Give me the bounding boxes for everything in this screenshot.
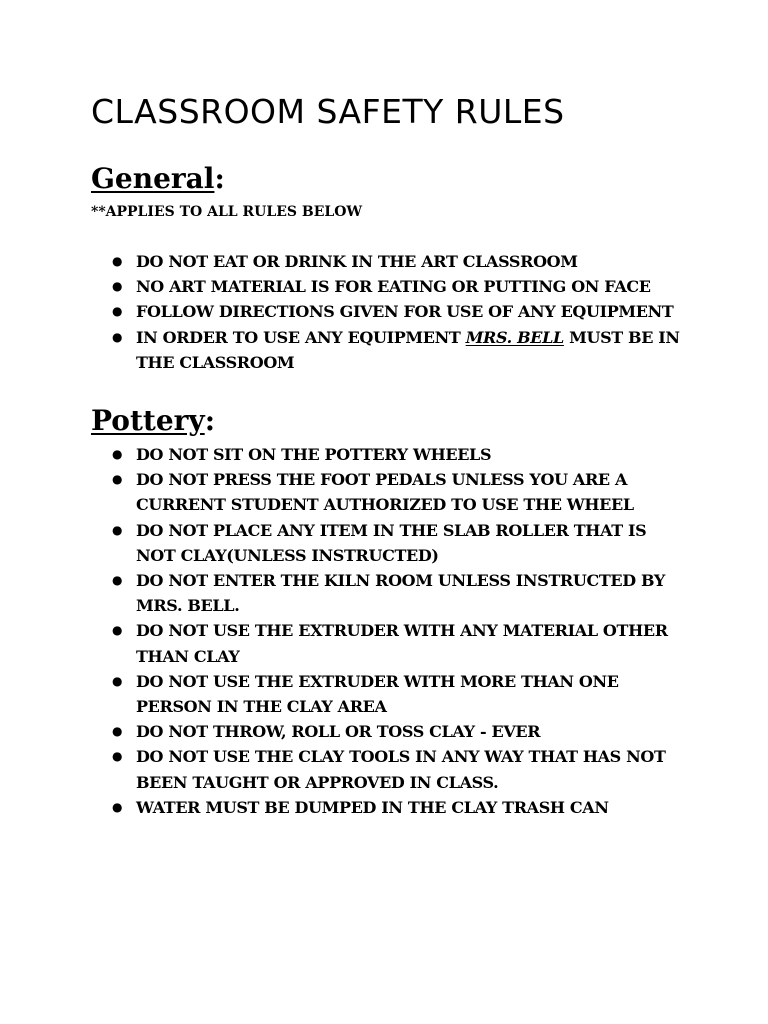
bullet-icon: ●: [112, 254, 123, 268]
pottery-rule-text: DO NOT ENTER THE KILN ROOM UNLESS INSTRUCTED BY MRS. BELL.: [136, 571, 665, 616]
bullet-icon: ●: [112, 329, 123, 344]
pottery-rule-item: [109, 744, 684, 794]
bullet-icon: ●: [112, 799, 123, 814]
pottery-rule-text: DO NOT THROW, ROLL OR TOSS CLAY - EVER: [136, 722, 541, 742]
bullet-icon: ●: [112, 304, 123, 319]
bullet-icon: ●: [112, 522, 123, 537]
pottery-rule-text: DO NOT USE THE CLAY TOOLS IN ANY WAY THAT HAS NOT BEEN TAUGHT OR APPROVED IN CLASS.: [136, 747, 666, 792]
general-rule-item: [109, 274, 684, 299]
general-rule-text: FOLLOW DIRECTIONS GIVEN FOR USE OF ANY EQUIPMENT: [136, 302, 674, 322]
pottery-section-heading: [91, 404, 215, 438]
bullet-icon: ●: [112, 623, 123, 638]
general-rule-item: [109, 249, 684, 274]
bullet-icon: ●: [112, 472, 123, 487]
pottery-rule-item: [109, 719, 684, 744]
pottery-rule-item: [109, 442, 684, 467]
general-heading-colon: :: [214, 162, 225, 195]
general-rule-text-before: IN ORDER TO USE ANY EQUIPMENT: [136, 327, 466, 347]
general-note: **APPLIES TO ALL RULES BELOW: [91, 204, 363, 220]
bullet-icon: ●: [112, 573, 123, 588]
general-rule-text-after: MUST BE IN THE CLASSROOM: [136, 327, 680, 372]
general-rule-item: [109, 299, 684, 324]
general-section-heading: [91, 162, 225, 196]
general-rule-text: DO NOT EAT OR DRINK IN THE ART CLASSROOM: [136, 252, 578, 271]
pottery-rule-text: DO NOT SIT ON THE POTTERY WHEELS: [136, 445, 492, 464]
bullet-icon: ●: [112, 447, 123, 461]
pottery-rule-item: [109, 467, 684, 517]
pottery-rule-item: [109, 568, 684, 618]
pottery-rule-item: [109, 669, 684, 719]
pottery-heading-text: Pottery: [91, 404, 205, 437]
general-rule-item: [109, 325, 684, 375]
pottery-heading-colon: :: [204, 404, 216, 437]
pottery-rule-item: [109, 795, 684, 820]
pottery-rules-list: [109, 442, 684, 820]
teacher-name-emphasis: MRS. BELL: [465, 327, 564, 347]
pottery-rule-text: WATER MUST BE DUMPED IN THE CLAY TRASH CAN: [136, 797, 609, 817]
bullet-icon: ●: [112, 279, 123, 294]
pottery-rule-item: [109, 618, 684, 668]
general-rules-list: [109, 249, 684, 375]
pottery-rule-text: DO NOT PRESS THE FOOT PEDALS UNLESS YOU ARE A CURRENT STUDENT AUTHORIZED TO USE THE WHEEL: [136, 470, 634, 515]
bullet-icon: ●: [112, 724, 123, 739]
general-rule-text: NO ART MATERIAL IS FOR EATING OR PUTTING ON FACE: [136, 277, 651, 297]
document-title: CLASSROOM SAFETY RULES: [91, 92, 565, 131]
pottery-rule-text: DO NOT PLACE ANY ITEM IN THE SLAB ROLLER THAT IS NOT CLAY(UNLESS INSTRUCTED): [136, 520, 647, 565]
bullet-icon: ●: [112, 673, 123, 688]
pottery-rule-text: DO NOT USE THE EXTRUDER WITH ANY MATERIAL OTHER THAN CLAY: [136, 621, 668, 666]
bullet-icon: ●: [112, 749, 123, 764]
general-heading-text: General: [91, 162, 215, 195]
pottery-rule-item: [109, 518, 684, 568]
pottery-rule-text: DO NOT USE THE EXTRUDER WITH MORE THAN ONE PERSON IN THE CLAY AREA: [136, 671, 619, 717]
